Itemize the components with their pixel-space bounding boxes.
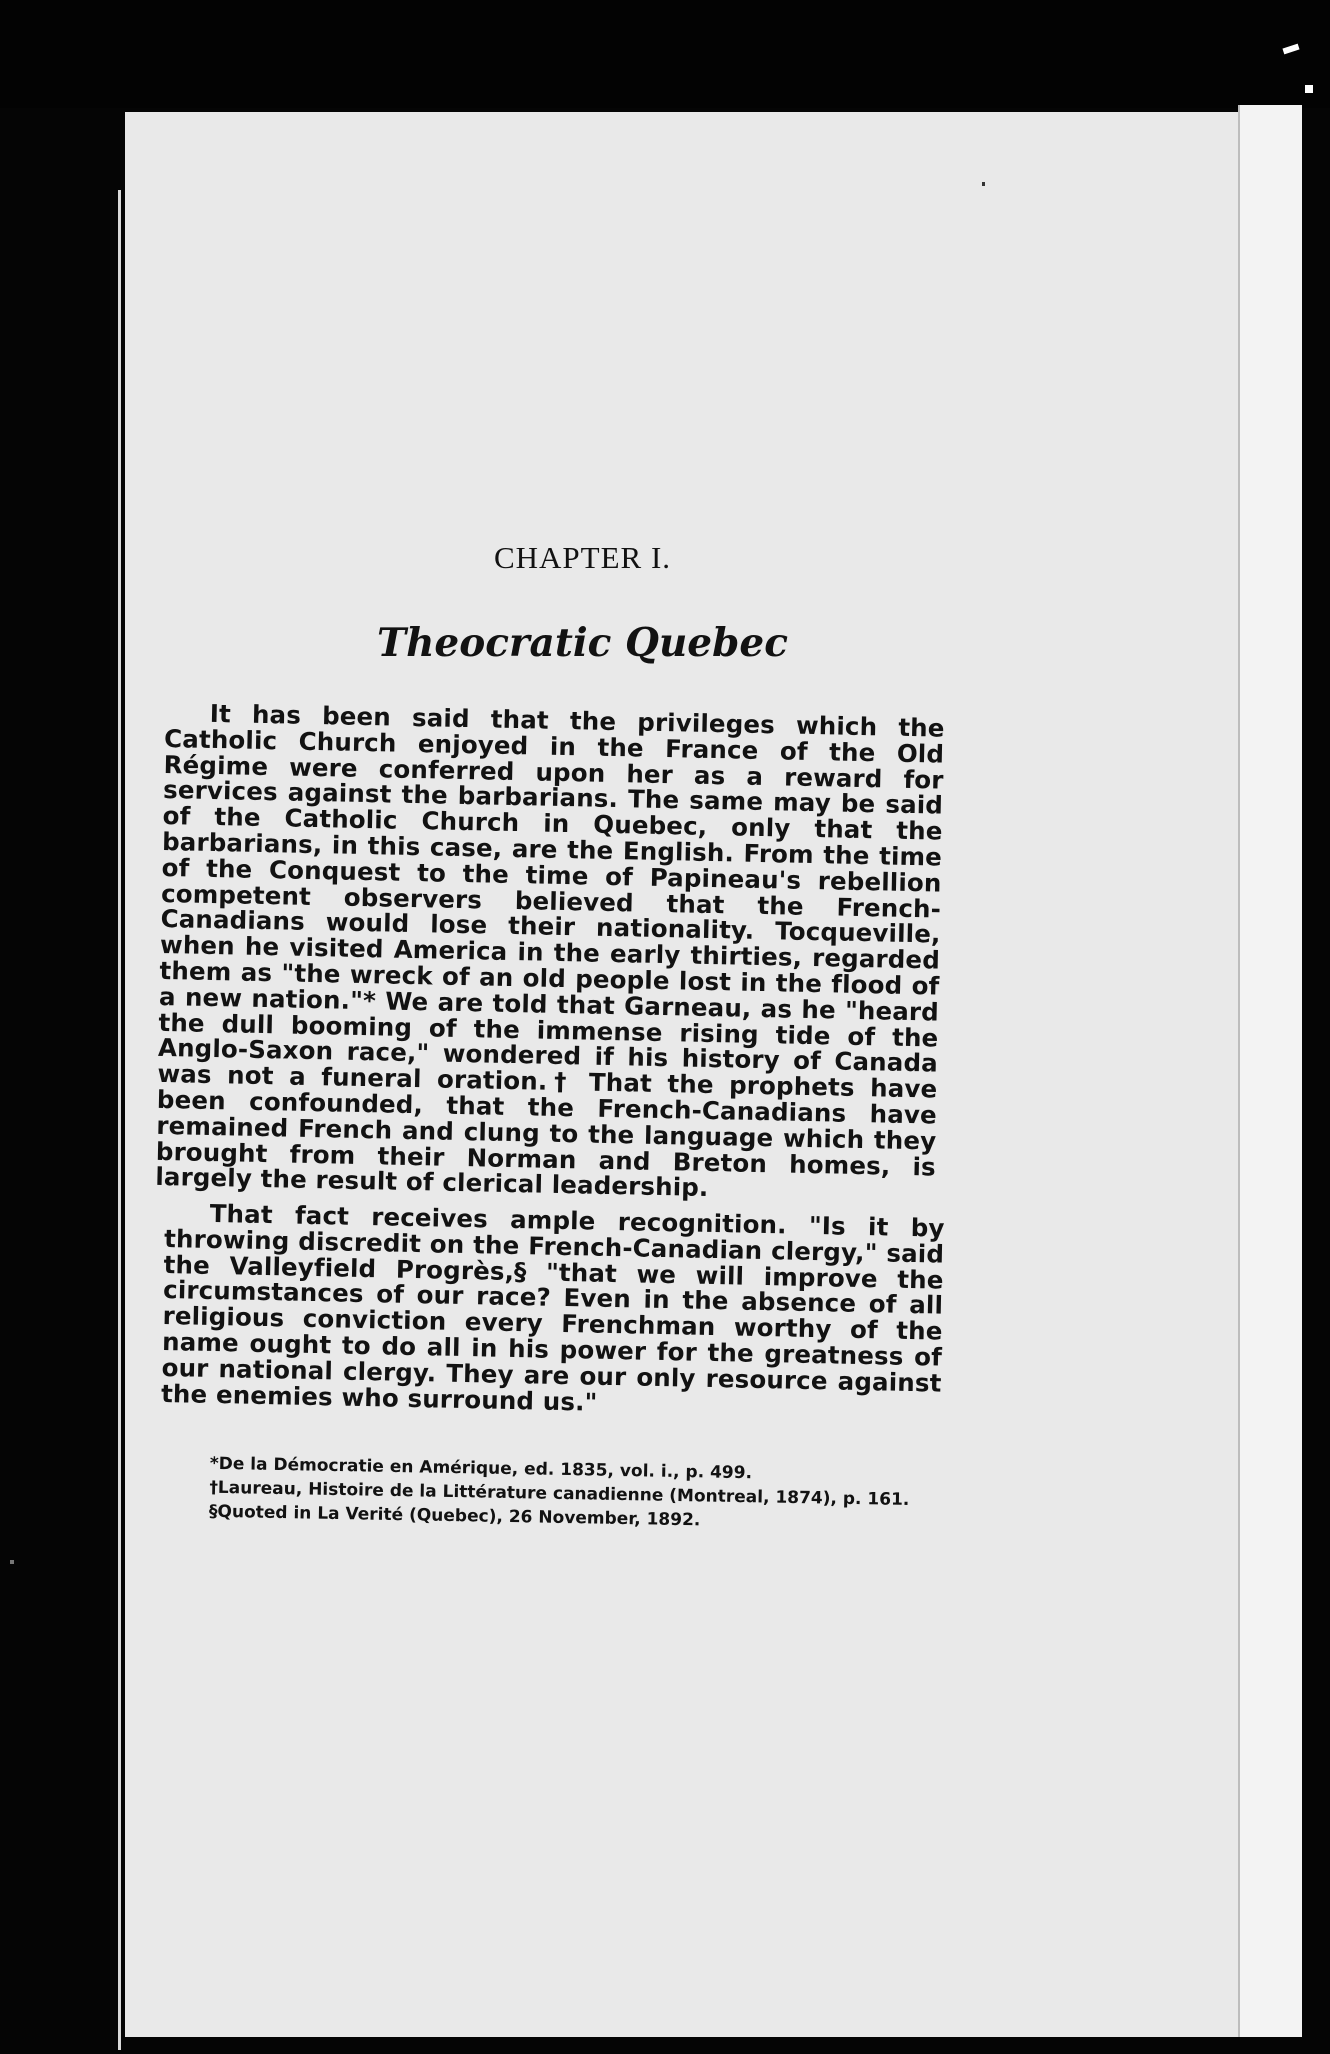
- body-paragraph: That fact receives ample recognition. "Is it by throwing discredit on the French-Canadian clergy," said the Valleyfield Progrès,§ "that we will improve the circumstances of our race? Even in the absence of all religious conviction every Frenchman worthy of the name ought to do all in his power for the greatness of our national clergy. They are our only resource against the enemies who surround us.": [160, 1199, 945, 1417]
- footnotes: [164, 1453, 945, 1535]
- scan-speck: [982, 182, 985, 186]
- scan-speck: [1305, 85, 1313, 93]
- footnote: *De la Démocratie en Amérique, ed. 1835, vol. i., p. 499.: [209, 1453, 753, 1483]
- footnote: §Quoted in La Verité (Quebec), 26 November, 1892.: [208, 1501, 701, 1530]
- page-gutter-edge: [118, 190, 121, 2050]
- body-paragraph: It has been said that the privileges which the Catholic Church enjoyed in the France of the Old Régime were conferred upon her as a reward for services against the barbarians. The same may be said of the Catholic Church in Quebec, only that the barbarians, in this case, are the English. From the time of the Conquest to the time of Papineau's rebellion competent observers believed that the French-Canadians would lose their nationality. Tocqueville, when he visited America in the early thirties, regarded them as "the wreck of an old people lost in the flood of a new nation."* We are told that Garneau, as he "heard the dull booming of the immense rising tide of the Anglo-Saxon race," wondered if his history of Canada was not a funeral oration.† That the prophets have been confounded, that the French-Canadians have remained French and clung to the language which they brought from their Norman and Breton homes, is largely the result of clerical leadership.: [155, 698, 945, 1203]
- page-right-edge: [1238, 105, 1302, 2037]
- footnote: †Laureau, Histoire de la Littérature canadienne (Montreal, 1874), p. 161.: [209, 1477, 910, 1510]
- page-content: [155, 540, 945, 1530]
- chapter-heading: CHAPTER I.: [493, 540, 672, 575]
- scan-speck: [10, 1560, 14, 1564]
- scan-top-margin: [0, 0, 1330, 108]
- chapter-title: Theocratic Quebec: [377, 620, 788, 666]
